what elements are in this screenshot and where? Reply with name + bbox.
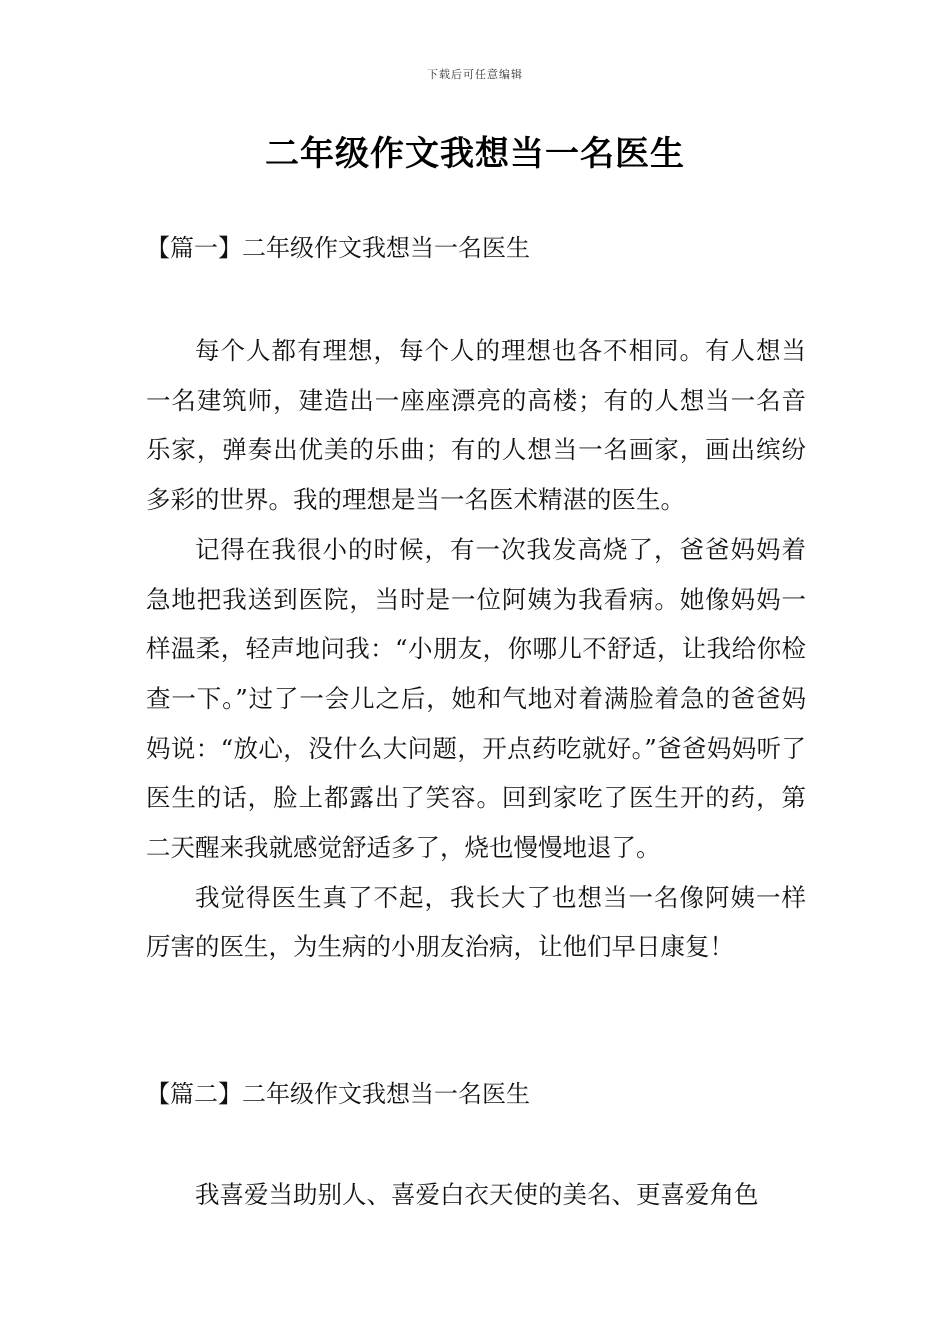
section-heading-2: 【篇二】二年级作文我想当一名医生 [146,1080,530,1108]
section-heading-1: 【篇一】二年级作文我想当一名医生 [146,234,530,262]
section-body-2 [146,1170,806,1220]
section-body-1 [146,326,806,972]
paragraph: 我觉得医生真了不起，我长大了也想当一名像阿姨一样厉害的医生，为生病的小朋友治病，让他们早日康复！ [146,882,806,962]
header-note: 下载后可任意编辑 [427,68,523,81]
document-title: 二年级作文我想当一名医生 [265,134,685,174]
paragraph: 我喜爱当助别人、喜爱白衣天使的美名、更喜爱角色 [195,1180,759,1209]
paragraph: 记得在我很小的时候，有一次我发高烧了，爸爸妈妈着急地把我送到医院，当时是一位阿姨为我看病。她像妈妈一样温柔，轻声地问我：“小朋友，你哪儿不舒适，让我给你检查一下。”过了一会儿之后，她和气地对着满脸着急的爸爸妈妈说：“放心，没什么大问题，开点药吃就好。”爸爸妈妈听了医生的话，脸上都露出了笑容。回到家吃了医生开的药，第二天醒来我就感觉舒适多了，烧也慢慢地退了。 [146,534,806,863]
paragraph: 每个人都有理想，每个人的理想也各不相同。有人想当一名建筑师，建造出一座座漂亮的高楼；有的人想当一名音乐家，弹奏出优美的乐曲；有的人想当一名画家，画出缤纷多彩的世界。我的理想是当一名医术精湛的医生。 [146,336,806,515]
